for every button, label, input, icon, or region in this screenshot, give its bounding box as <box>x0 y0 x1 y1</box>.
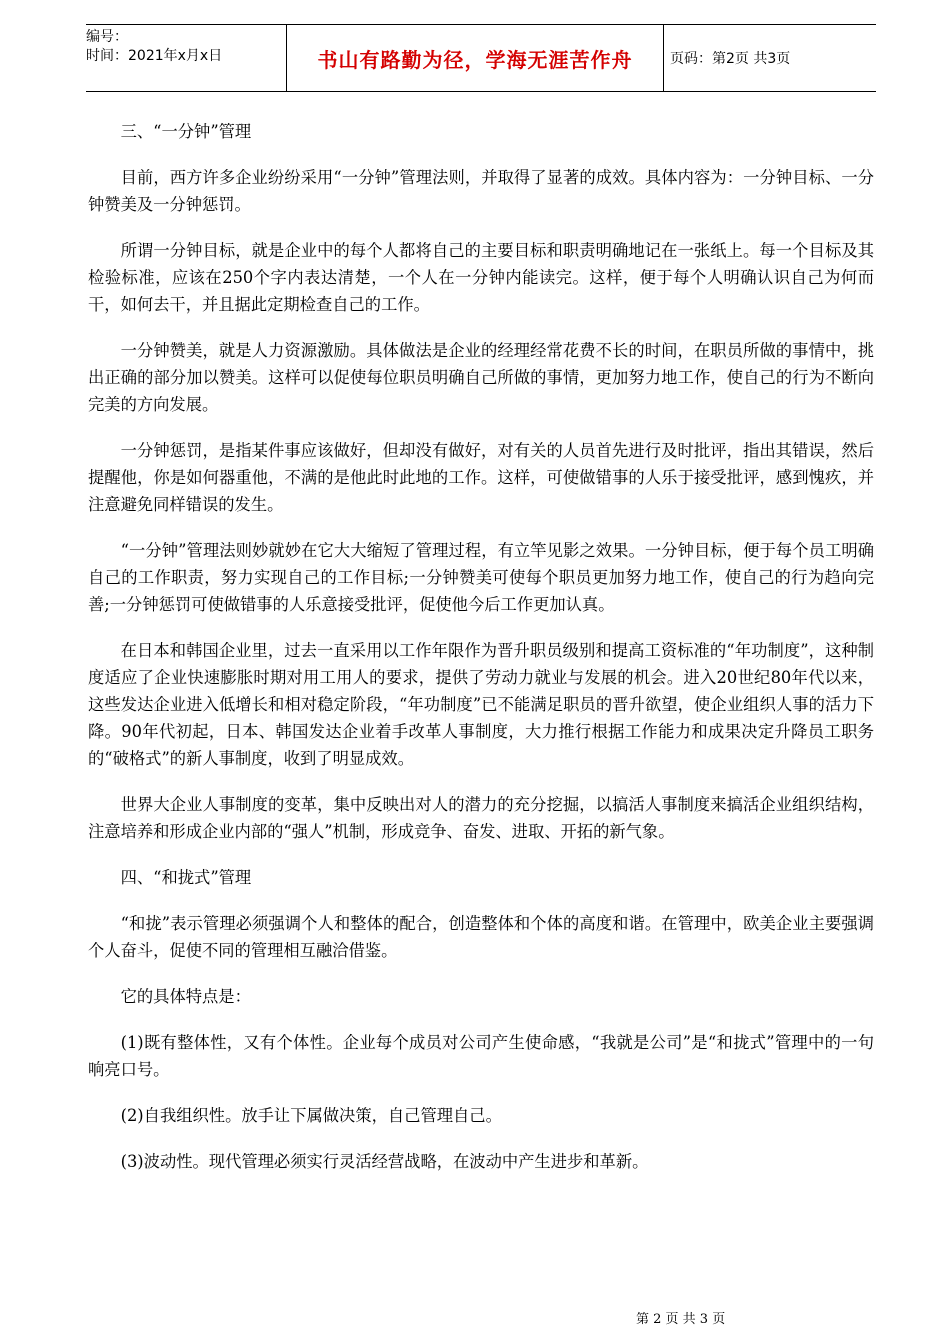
body-paragraph: “一分钟”管理法则妙就妙在它大大缩短了管理过程，有立竿见影之效果。一分钟目标，便于每个员工明确自己的工作职责，努力实现自己的工作目标;一分钟赞美可使每个职员更加努力地工作，使自己的行为趋向完善;一分钟惩罚可使做错事的人乐意接受批评，促使他今后工作更加认真。 <box>88 541 874 614</box>
document-time-label: 时间：2021年x月x日 <box>86 48 223 64</box>
page-footer: 第 2 页 共 3 页 <box>636 1312 726 1327</box>
body-paragraph: 在日本和韩国企业里，过去一直采用以工作年限作为晋升职员级别和提高工资标准的“年功制度”，这种制度适应了企业快速膨胀时期对用工用人的要求，提供了劳动力就业与发展的机会。进入20世纪80年代以来，这些发达企业进入低增长和相对稳定阶段，“年功制度”已不能满足职员的晋升欲望，使企业组织人事的活力下降。90年代初起，日本、韩国发达企业着手改革人事制度，大力推行根据工作能力和成果决定升降员工职务的“破格式”的新人事制度，收到了明显成效。 <box>88 641 874 768</box>
document-number-label: 编号： <box>86 29 128 45</box>
body-paragraph: 它的具体特点是： <box>120 987 251 1006</box>
body-paragraph: 一分钟赞美，就是人力资源激励。具体做法是企业的经理经常花费不长的时间，在职员所做的事情中，挑出正确的部分加以赞美。这样可以促使每位职员明确自己所做的事情，更加努力地工作，使自己的行为不断向完美的方向发展。 <box>88 341 874 414</box>
body-paragraph: 世界大企业人事制度的变革，集中反映出对人的潜力的充分挖掘，以搞活人事制度来搞活企业组织结构，注意培养和形成企业内部的“强人”机制，形成竞争、奋发、进取、开拓的新气象。 <box>88 795 874 841</box>
section-heading-one-minute: 三、“一分钟”管理 <box>120 122 252 141</box>
header-info <box>86 24 286 92</box>
section-heading-harmony: 四、“和拢式”管理 <box>120 868 252 887</box>
list-item: (2)自我组织性。放手让下属做决策，自己管理自己。 <box>120 1106 502 1125</box>
page-header <box>86 24 876 92</box>
body-paragraph: 目前，西方许多企业纷纷采用“一分钟”管理法则，并取得了显著的成效。具体内容为：一分钟目标、一分钟赞美及一分钟惩罚。 <box>88 168 874 214</box>
body-paragraph: 所谓一分钟目标，就是企业中的每个人都将自己的主要目标和职责明确地记在一张纸上。每一个目标及其检验标准，应该在250个字内表达清楚，一个人在一分钟内能读完。这样，便于每个人明确认识自己为何而干，如何去干，并且据此定期检查自己的工作。 <box>88 241 874 314</box>
header-motto: 书山有路勤为径，学海无涯苦作舟 <box>286 24 664 92</box>
list-item: (3)波动性。现代管理必须实行灵活经营战略，在波动中产生进步和革新。 <box>120 1152 649 1171</box>
body-paragraph: “和拢”表示管理必须强调个人和整体的配合，创造整体和个体的高度和谐。在管理中，欧美企业主要强调个人奋斗，促使不同的管理相互融洽借鉴。 <box>88 914 874 960</box>
document-body <box>88 118 874 1194</box>
list-item: (1)既有整体性，又有个体性。企业每个成员对公司产生使命感，“我就是公司”是“和拢式”管理中的一句响亮口号。 <box>88 1033 874 1079</box>
header-page-number: 页码：第2页 共3页 <box>664 24 876 92</box>
body-paragraph: 一分钟惩罚，是指某件事应该做好，但却没有做好，对有关的人员首先进行及时批评，指出其错误，然后提醒他，你是如何器重他，不满的是他此时此地的工作。这样，可使做错事的人乐于接受批评，感到愧疚，并注意避免同样错误的发生。 <box>88 441 874 514</box>
